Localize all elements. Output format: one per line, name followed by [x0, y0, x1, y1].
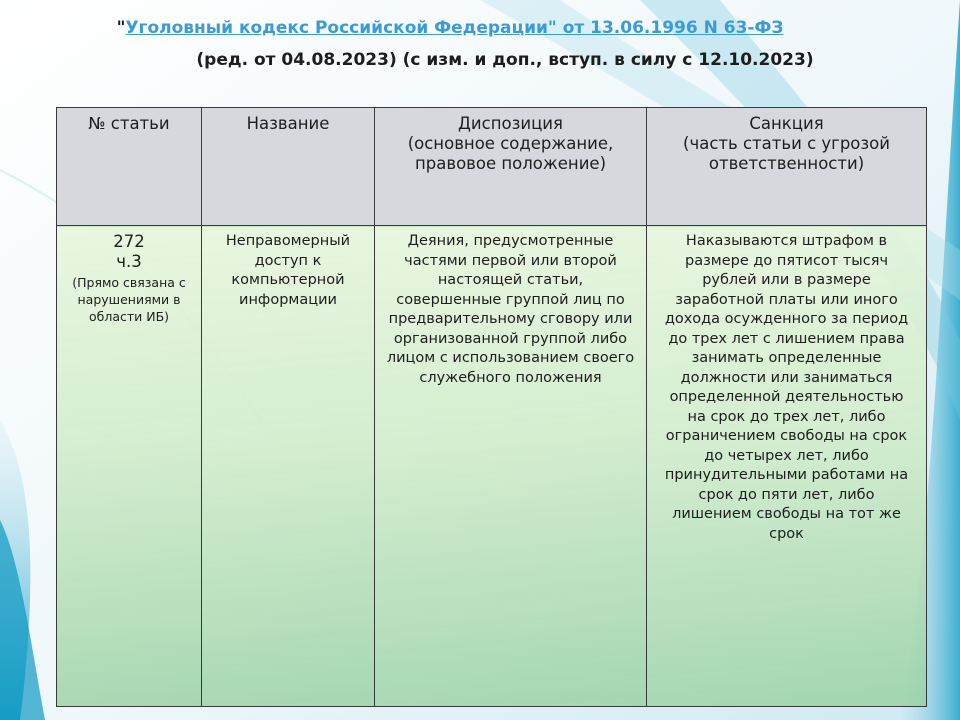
- header-name: Название: [202, 108, 375, 226]
- disposition-text: Деяния, предусмотренные частями первой или второй настоящей статьи, совершенные группой лиц по предварительному сговору или организованной группой либо лицом с использованием своего служебного положения: [386, 233, 635, 386]
- header-sanction-note: (часть статьи с угрозой ответственности): [683, 134, 890, 173]
- document-title-link[interactable]: Уголовный кодекс Российской Федерации" от 13.06.1996 N 63-ФЗ: [125, 18, 784, 38]
- cell-name: [202, 226, 375, 707]
- table-header-row: [57, 108, 927, 226]
- law-table: [56, 107, 927, 707]
- cell-article-number: [57, 226, 202, 707]
- sanction-text: Наказываются штрафом в размере до пятисот тысяч рублей или в размере заработной платы или иного дохода осужденного за период до трех лет с лишением права занимать определенные должности или заниматься определенной деятельностью на срок до трех лет, либо ограничением свободы на срок до четырех лет, либо принудительными работами на срок до пяти лет, либо лишением свободы на тот же срок: [664, 233, 909, 542]
- article-name: Неправомерный доступ к компьютерной информации: [225, 233, 351, 308]
- header-sanction-title: Санкция: [749, 114, 824, 133]
- document-title: [0, 18, 960, 38]
- header-disposition-note: (основное содержание, правовое положение): [407, 134, 614, 173]
- cell-sanction: [647, 226, 927, 707]
- article-part: ч.3: [116, 252, 142, 271]
- article-note: (Прямо связана с нарушениями в области ИБ): [72, 275, 186, 324]
- article-number: 272: [113, 232, 145, 251]
- header-disposition: [375, 108, 647, 226]
- cell-disposition: [375, 226, 647, 707]
- title-quote: ": [116, 18, 126, 38]
- header-article-number: № статьи: [57, 108, 202, 226]
- document-subtitle: (ред. от 04.08.2023) (с изм. и доп., вступ. в силу с 12.10.2023): [196, 50, 814, 70]
- header-disposition-title: Диспозиция: [458, 114, 563, 133]
- slide-header: [0, 18, 960, 70]
- header-sanction: [647, 108, 927, 226]
- table-row: [57, 226, 927, 707]
